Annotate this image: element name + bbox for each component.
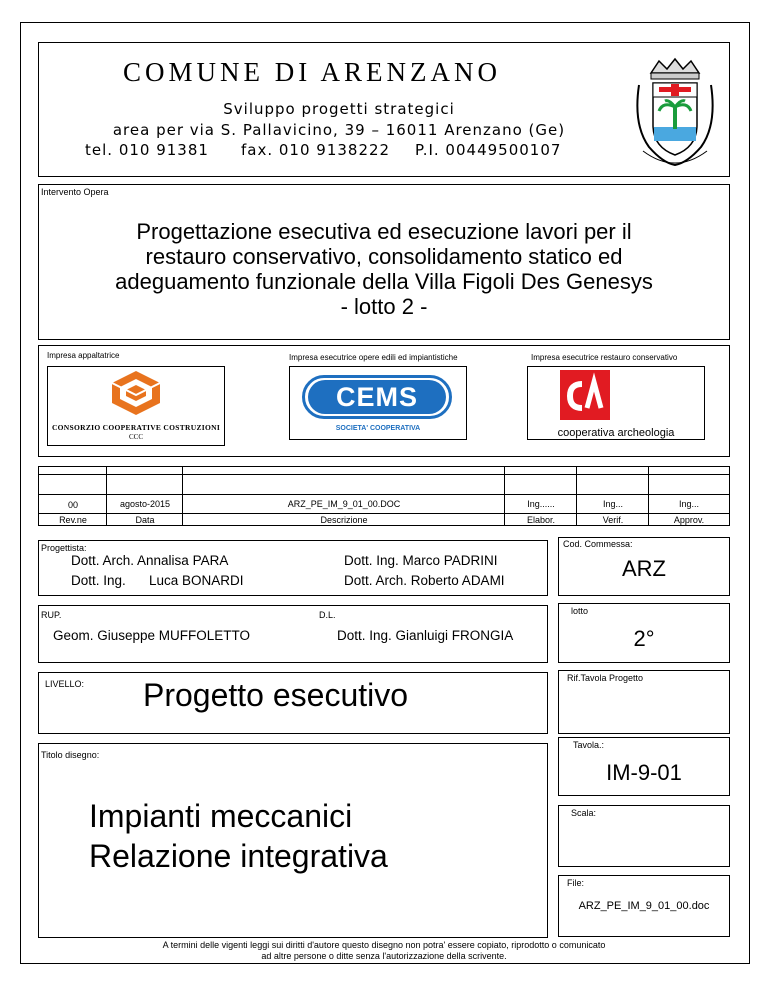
file-box: [558, 875, 730, 937]
cems-logo: CEMS: [308, 380, 446, 414]
intervento-title-line: adeguamento funzionale della Villa Figoli Des Genesys: [115, 269, 653, 294]
elabor-header: Elabor.: [526, 515, 556, 525]
intervento-box: [38, 184, 730, 340]
cems-logo-box: [289, 366, 467, 440]
livello-box: [38, 672, 548, 734]
commessa-box: [558, 537, 730, 596]
header-fax: fax. 010 9138222: [241, 141, 391, 159]
cems-sub: SOCIETA' COOPERATIVA: [335, 425, 421, 432]
elabor-value: Ing......: [527, 499, 555, 509]
header-tel: tel. 010 91381: [85, 141, 209, 159]
titolo-value: [89, 796, 388, 876]
ca-logo-icon: [560, 370, 610, 420]
file-value: ARZ_PE_IM_9_01_00.doc: [578, 900, 710, 912]
intervento-label: Intervento Opera: [41, 187, 109, 197]
rup-dl-box: [38, 605, 548, 663]
progettisti-box: [38, 540, 548, 596]
descr-header: Descrizione: [320, 515, 368, 525]
comune-title: COMUNE DI ARENZANO: [123, 57, 501, 87]
intervento-title-line: restauro conservativo, consolidamento statico ed: [145, 244, 623, 269]
tavola-box: [558, 737, 730, 796]
table-divider: [39, 474, 729, 475]
header-box: [38, 42, 730, 177]
ca-name: cooperativa archeologia: [557, 427, 675, 439]
header-piva: P.I. 00449500107: [415, 141, 562, 159]
esecutrice-edili-label: Impresa esecutrice opere edili ed impiantistiche: [289, 353, 458, 362]
commessa-value: ARZ: [622, 556, 666, 581]
progettista-2a: Dott. Ing.: [71, 573, 126, 588]
progettista-3: Dott. Ing. Marco PADRINI: [344, 553, 498, 568]
lotto-value: 2°: [633, 626, 655, 651]
table-divider: [39, 494, 729, 495]
file-label: File:: [567, 878, 585, 888]
livello-label: LIVELLO:: [45, 679, 85, 689]
tavola-value: IM-9-01: [606, 760, 682, 785]
dl-label: D.L.: [319, 610, 336, 620]
ccc-name: CONSORZIO COOPERATIVE COSTRUZIONI: [51, 423, 221, 432]
ccc-logo-icon: [108, 369, 164, 417]
intervento-title-line: - lotto 2 -: [340, 294, 428, 319]
progettista-4: Dott. Arch. Roberto ADAMI: [344, 573, 505, 588]
scala-label: Scala:: [571, 808, 597, 818]
ca-logo-box: [527, 366, 705, 440]
descr-value: ARZ_PE_IM_9_01_00.DOC: [287, 499, 401, 509]
scala-box: [558, 805, 730, 867]
lotto-box: [558, 603, 730, 663]
titolo-label: Titolo disegno:: [41, 750, 100, 760]
titolo-box: [38, 743, 548, 938]
commessa-label: Cod. Commessa:: [563, 539, 633, 549]
progettista-1: Dott. Arch. Annalisa PARA: [71, 553, 229, 568]
appaltatrice-label: Impresa appaltatrice: [47, 351, 120, 360]
verif-header: Verif.: [602, 515, 624, 525]
titolo-line: Impianti meccanici: [89, 798, 353, 834]
rup-label: RUP.: [41, 610, 62, 620]
imprese-box: [38, 345, 730, 457]
esecutrice-restauro-label: Impresa esecutrice restauro conservativo: [531, 353, 678, 362]
header-line1: Sviluppo progetti strategici: [223, 100, 455, 118]
titolo-line: Relazione integrativa: [89, 838, 388, 874]
progettista-2b: Luca BONARDI: [149, 573, 244, 588]
rup-value: Geom. Giuseppe MUFFOLETTO: [53, 628, 251, 643]
approv-header: Approv.: [673, 515, 705, 525]
revisions-table: [38, 466, 730, 526]
header-line2: area per via S. Pallavicino, 39 – 16011 Arenzano (Ge): [112, 121, 566, 139]
livello-value: Progetto esecutivo: [143, 677, 409, 713]
progettisti-label: Progettista:: [41, 543, 87, 553]
ccc-logo-box: [47, 366, 225, 446]
verif-value: Ing...: [602, 499, 623, 509]
footer-note: [20, 940, 748, 962]
rev-header: Rev.ne: [59, 515, 87, 525]
coat-of-arms-icon: [629, 55, 721, 173]
lotto-label: lotto: [571, 606, 589, 616]
rev-value: 00: [67, 500, 78, 510]
data-header: Data: [135, 515, 155, 525]
footer-line: ad altre persone o ditte senza l'autorizzazione della scrivente.: [261, 951, 507, 961]
rif-label: Rif.Tavola Progetto: [567, 673, 644, 683]
intervento-title: [39, 219, 729, 319]
ccc-abbr: CCC: [128, 433, 143, 441]
rif-box: [558, 670, 730, 734]
table-divider: [39, 513, 729, 514]
data-value: agosto-2015: [119, 499, 171, 509]
intervento-title-line: Progettazione esecutiva ed esecuzione lavori per il: [136, 219, 632, 244]
approv-value: Ing...: [678, 499, 699, 509]
dl-value: Dott. Ing. Gianluigi FRONGIA: [337, 628, 514, 643]
footer-line: A termini delle vigenti leggi sui diritti d'autore questo disegno non potra' essere copiato, riprodotto o comunicato: [162, 940, 606, 950]
tavola-label: Tavola.:: [573, 740, 605, 750]
